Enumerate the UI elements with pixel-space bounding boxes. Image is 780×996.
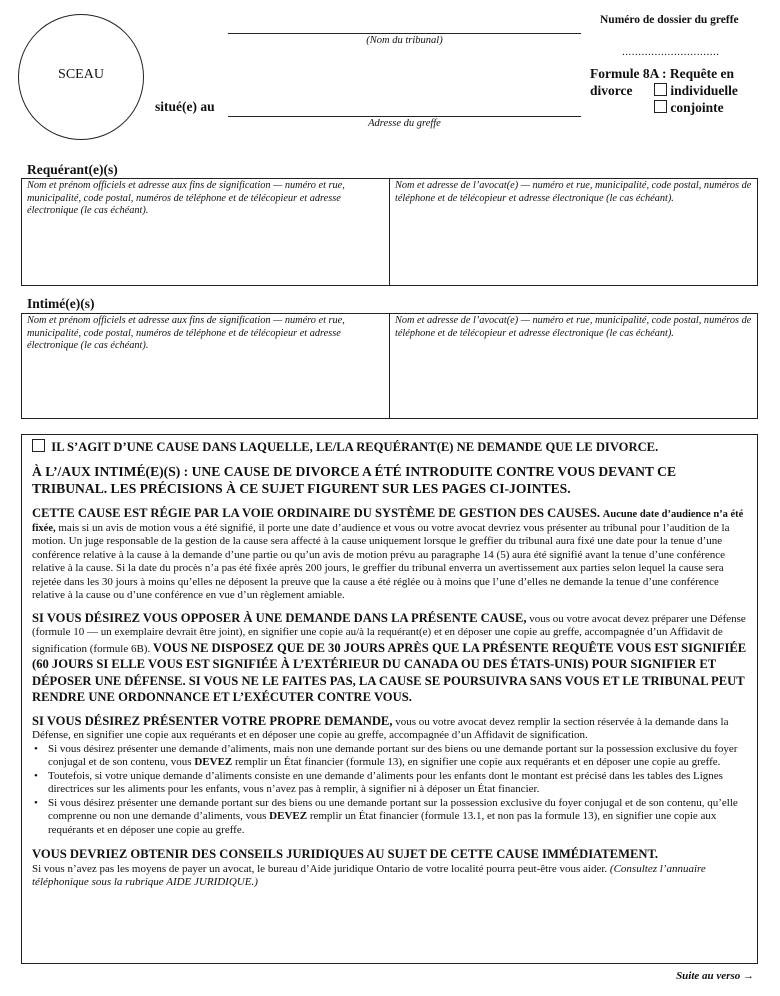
court-name-line[interactable] xyxy=(228,33,581,34)
legal-advice-text: Si vous n’avez pas les moyens de payer un avocat, le bureau d’Aide juridique Ontario de votre localité pourra peut-être vous aider. xyxy=(32,862,608,875)
oppose-text: vous ou votre avocat devez préparer une Défense (formule 10 — un exemplaire devrait être joint), en signifier une copie au/à la requérant(e) et en déposer une copie au greffe, accompagnée d’un Affidavit de signification (formule 6B). xyxy=(32,612,746,655)
individual-checkbox[interactable] xyxy=(654,83,667,96)
form-title: Formule 8A : Requête en xyxy=(590,66,734,81)
bullet-support xyxy=(48,743,748,770)
oppose-deadline: VOUS NE DISPOSEZ QUE DE 30 JOURS APRÈS QUE LA PRÉSENTE REQUÊTE VOUS EST SIGNIFIÉE (60 JOURS SI ELLE VOUS EST SIGNIFIÉE À L’EXTÉRIEUR DU CANADA OU DES ÉTATS-UNIS) POUR SIGNIFIER ET DÉPOSER UNE DÉFENSE. SI VOUS NE LE FAITES PAS, LA CAUSE SE POURSUIVRA SANS VOUS ET LE TRIBUNAL PEUT RENDRE UNE ORDONNANCE ET L’EXÉCUTER CONTRE VOUS. xyxy=(32,640,747,704)
divorce-only-option[interactable] xyxy=(32,439,748,455)
legal-advice-paragraph xyxy=(32,846,748,890)
applicants-title: Requérant(e)(s) xyxy=(27,162,118,177)
bullet-property-text: Si vous désirez présenter une demande portant sur des biens ou une demande portant sur la possession exclusive du foyer conjugal et de son contenu, qu’elle comprenne ou non une demande d’aliments, vous xyxy=(48,796,738,822)
bullet-property-must: DEVEZ xyxy=(269,810,308,822)
regime-text: mais si un avis de motion vous a été signifié, il porte une date d’audience et vous ou votre avocat devriez vous présenter au tribunal pour l’audition de la motion. Un juge responsable de la gestion de la cause sera affecté à la cause uniquement lorsque le greffier du tribunal aura fixé une date pour la tenue d’une conférence relative à la cause à la demande d’une partie ou qu’un avis de motion prévu au paragraphe 14 (5) aura été signifié avant la tenue d’une conférence relative à la cause. Si la date du procès n’a pas été fixée après 200 jours, le greffier du tribunal enverra un avertissement aux parties selon lequel la cause sera rejetée dans les 30 jours à moins qu’elles ne déposent la preuve que la cause a été réglée ou à moins que l’une d’elles ne demande la tenue d’une conférence relative à la cause ou d’une conférence en vue d’un règlement amiable. xyxy=(32,521,730,601)
divorce-only-checkbox[interactable] xyxy=(32,439,45,452)
case-management-paragraph xyxy=(32,505,748,603)
regime-no-date: Aucune date d’audience n’a été fixée, xyxy=(32,509,744,534)
court-seal xyxy=(18,14,144,140)
option-individual[interactable] xyxy=(654,83,738,99)
court-address-line[interactable] xyxy=(228,116,581,117)
legal-advice-heading: VOUS DEVRIEZ OBTENIR DES CONSEILS JURIDIQUES AU SUJET DE CETTE CAUSE IMMÉDIATEMENT. xyxy=(32,847,659,861)
own-claim-heading: SI VOUS DÉSIREZ PRÉSENTER VOTRE PROPRE DEMANDE, xyxy=(32,713,393,728)
bullet-property xyxy=(48,797,748,838)
individual-label: individuelle xyxy=(670,83,738,98)
oppose-heading: SI VOUS DÉSIREZ VOUS OPPOSER À UNE DEMANDE DANS LA PRÉSENTE CAUSE, xyxy=(32,610,527,625)
located-label: situé(e) au xyxy=(155,99,215,114)
joint-label: conjointe xyxy=(670,100,724,115)
divorce-only-text: IL S’AGIT D’UNE CAUSE DANS LAQUELLE, LE/LA REQUÉRANT(E) NE DEMANDE QUE LE DIVORCE. xyxy=(51,440,659,454)
court-address-caption: Adresse du greffe xyxy=(368,118,441,129)
own-claim-text: vous ou votre avocat devez remplir la section réservée à la demande dans la Défense, en signifier une copie aux requérants et en déposer une copie au greffe, accompagnée d’un Affidavit de signification. xyxy=(32,715,729,741)
own-claim-paragraph xyxy=(32,713,748,743)
applicant-lawyer-field[interactable]: Nom et adresse de l’avocat(e) — numéro et rue, municipalité, code postal, numéros de téléphone et de télécopieur et adresse électronique (le cas échéant). xyxy=(389,179,757,285)
bullet-child-support: • Toutefois, si votre unique demande d’aliments consiste en une demande d’aliments pour les enfants dont le montant est précisé dans les tables des Lignes directrices sur les aliments pour les enfants, vous n’avez pas à remplir, à signifier ni à déposer un État financier. xyxy=(48,770,748,797)
applicants-box xyxy=(21,178,758,286)
legal-advice-italic: (Consultez l’annuaire téléphonique sous la rubrique AIDE JURIDIQUE.) xyxy=(32,862,706,888)
bullet-support-text-end: remplir un État financier (formule 13), en signifier une copie aux requérants et en déposer une copie au greffe. xyxy=(232,756,721,768)
bullet-support-must: DEVEZ xyxy=(194,756,233,768)
continue-on-back: Suite au verso → xyxy=(676,970,754,982)
file-number-field[interactable]: .............................. xyxy=(622,46,720,58)
file-number-label: Numéro de dossier du greffe xyxy=(600,14,739,26)
respondent-lawyer-field[interactable]: Nom et adresse de l’avocat(e) — numéro et rue, municipalité, code postal, numéros de téléphone et de télécopieur et adresse électronique (le cas échéant). xyxy=(389,314,757,418)
court-name-caption: (Nom du tribunal) xyxy=(366,35,443,46)
option-joint[interactable] xyxy=(654,100,724,116)
bullet-property-text-end: remplir un État financier (formule 13.1, et non pas la formule 13), en signifier une copie aux requérants et en déposer une copie au greffe. xyxy=(48,810,717,836)
notice-box xyxy=(21,434,758,964)
form-title-divorce: divorce xyxy=(590,83,633,98)
joint-checkbox[interactable] xyxy=(654,100,667,113)
to-respondent-notice: À L’/AUX INTIMÉ(E)(S) : UNE CAUSE DE DIVORCE A ÉTÉ INTRODUITE CONTRE VOUS DEVANT CE TRIBUNAL. LES PRÉCISIONS À CE SUJET FIGURENT SUR LES PAGES CI-JOINTES. xyxy=(32,464,677,496)
respondent-name-field[interactable]: Nom et prénom officiels et adresse aux fins de signification — numéro et rue, municipalité, code postal, numéros de téléphone et de télécopieur et adresse électronique (le cas échéant). xyxy=(27,315,345,352)
claim-bullets xyxy=(32,743,748,838)
applicant-name-field[interactable]: Nom et prénom officiels et adresse aux fins de signification — numéro et rue, municipalité, code postal, numéros de téléphone et de télécopieur et adresse électronique (le cas échéant). xyxy=(27,180,345,217)
respondents-title: Intimé(e)(s) xyxy=(27,296,95,311)
oppose-paragraph xyxy=(32,610,748,706)
seal-label: SCEAU xyxy=(58,67,104,82)
bullet-support-text: Si vous désirez présenter une demande d’aliments, mais non une demande portant sur des biens ou une demande portant sur la possession exclusive du foyer conjugal et de son contenu, vous xyxy=(48,742,738,768)
respondents-box xyxy=(21,313,758,419)
regime-heading: CETTE CAUSE EST RÉGIE PAR LA VOIE ORDINAIRE DU SYSTÈME DE GESTION DES CAUSES. xyxy=(32,506,601,520)
